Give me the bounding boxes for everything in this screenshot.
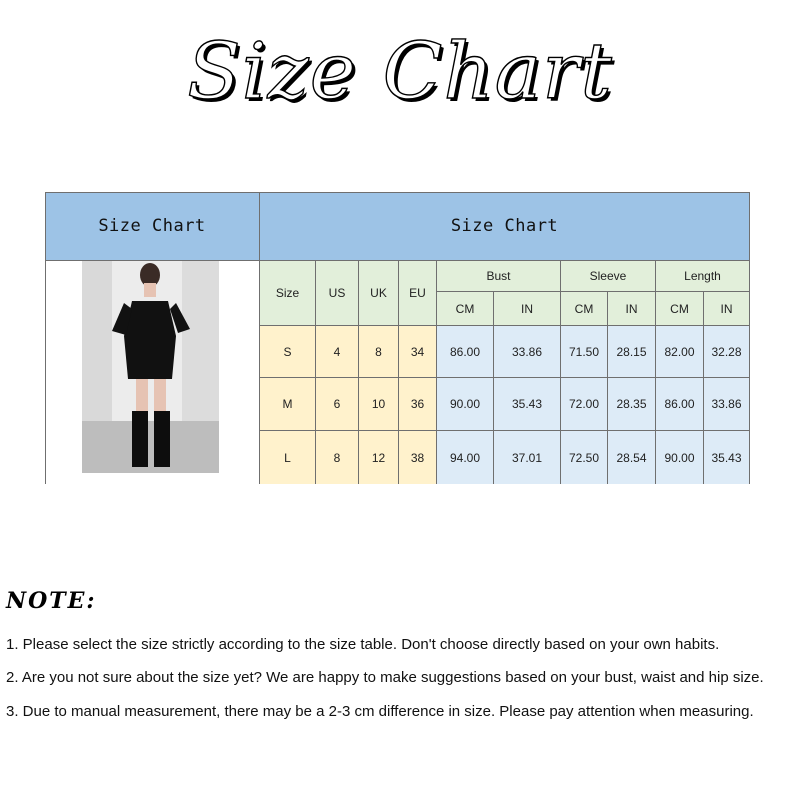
col-sleeve-in: IN	[608, 292, 656, 326]
table-header-label: Size Chart	[260, 192, 750, 261]
note-line-3: 3. Due to manual measurement, there may be a 2-3 cm difference in size. Please pay attention when measuring.	[6, 703, 754, 720]
row-s-bust-in: 33.86	[494, 326, 561, 378]
product-photo	[82, 261, 219, 473]
col-length-in: IN	[704, 292, 750, 326]
note-line-1: 1. Please select the size strictly according to the size table. Don't choose directly based on your own habits.	[6, 636, 720, 653]
row-m-sleeve-cm: 72.00	[561, 378, 608, 431]
row-s-bust-cm: 86.00	[437, 326, 494, 378]
page-title: Size Chart	[187, 27, 613, 117]
col-size-header: Size	[260, 261, 316, 326]
col-bust-header: Bust	[437, 261, 561, 292]
row-m-us: 6	[316, 378, 359, 431]
row-m-bust-cm: 90.00	[437, 378, 494, 431]
row-s-eu: 34	[399, 326, 437, 378]
row-m-length-cm: 86.00	[656, 378, 704, 431]
row-l-sleeve-in: 28.54	[608, 431, 656, 484]
row-l-bust-in: 37.01	[494, 431, 561, 484]
col-sleeve-cm: CM	[561, 292, 608, 326]
col-length-cm: CM	[656, 292, 704, 326]
row-l-size: L	[260, 431, 316, 484]
row-m-length-in: 33.86	[704, 378, 750, 431]
row-l-eu: 38	[399, 431, 437, 484]
row-l-bust-cm: 94.00	[437, 431, 494, 484]
row-m-bust-in: 35.43	[494, 378, 561, 431]
col-uk-header: UK	[359, 261, 399, 326]
col-sleeve-header: Sleeve	[561, 261, 656, 292]
row-s-uk: 8	[359, 326, 399, 378]
row-l-length-cm: 90.00	[656, 431, 704, 484]
row-m-eu: 36	[399, 378, 437, 431]
row-s-sleeve-cm: 71.50	[561, 326, 608, 378]
col-bust-cm: CM	[437, 292, 494, 326]
col-us-header: US	[316, 261, 359, 326]
col-bust-in: IN	[494, 292, 561, 326]
table-corner-label: Size Chart	[45, 192, 260, 261]
note-title: NOTE:	[6, 588, 97, 614]
row-s-sleeve-in: 28.15	[608, 326, 656, 378]
row-l-uk: 12	[359, 431, 399, 484]
col-length-header: Length	[656, 261, 750, 292]
row-l-us: 8	[316, 431, 359, 484]
row-s-us: 4	[316, 326, 359, 378]
note-line-2: 2. Are you not sure about the size yet? We are happy to make suggestions based on your bust, waist and hip size.	[6, 669, 764, 686]
row-m-uk: 10	[359, 378, 399, 431]
row-s-length-cm: 82.00	[656, 326, 704, 378]
row-s-size: S	[260, 326, 316, 378]
row-l-sleeve-cm: 72.50	[561, 431, 608, 484]
row-l-length-in: 35.43	[704, 431, 750, 484]
row-m-size: M	[260, 378, 316, 431]
row-m-sleeve-in: 28.35	[608, 378, 656, 431]
row-s-length-in: 32.28	[704, 326, 750, 378]
size-table	[45, 192, 750, 484]
col-eu-header: EU	[399, 261, 437, 326]
